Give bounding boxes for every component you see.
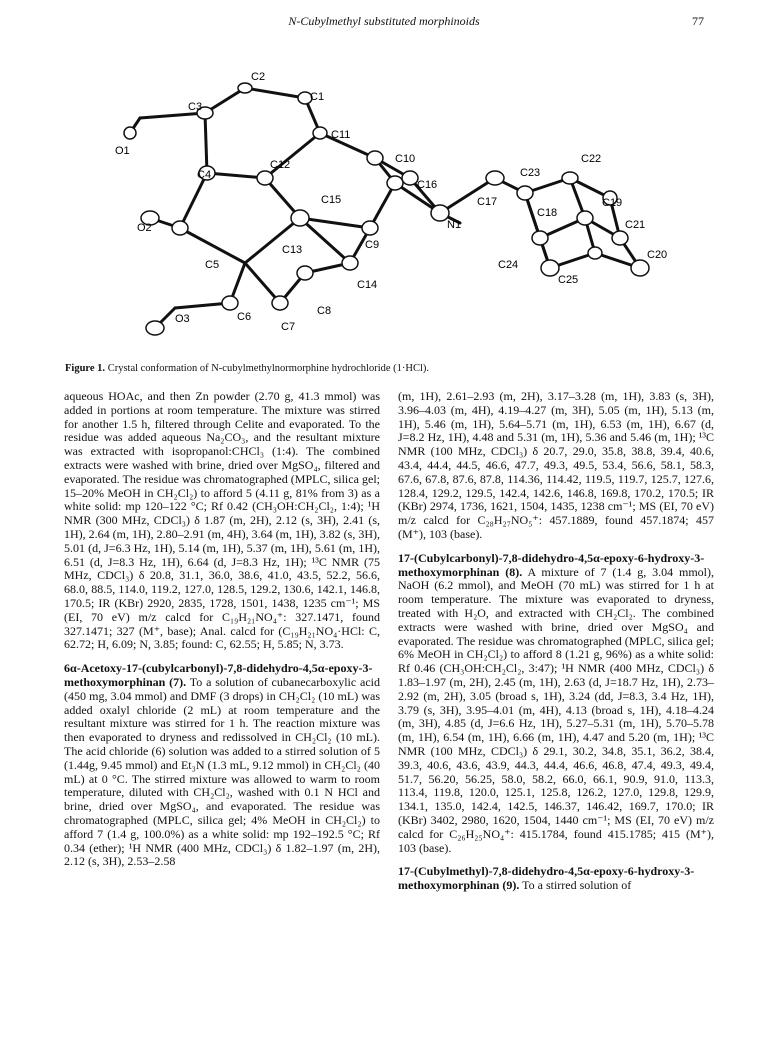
page-number: 77: [692, 14, 704, 28]
left-paragraph-2: [64, 662, 380, 869]
atom-label: C20: [647, 249, 668, 261]
atom-label: C6: [237, 311, 252, 323]
compound-8-body: A mixture of 7 (1.4 g, 3.04 mmol), NaOH (6.2 mmol), and MeOH (70 mL) was stirred for 1 h at room temperature. The mixture was evaporated to dryness, treated with H₂O, and extracted with CH₂Cl₂. The combined extracts were washed with brine, dried over MgSO₄ and evaporated. The residue was chromatographed (MPLC, silica gel; 6% MeOH in CH₂Cl₂) to afford 8 (1.21 g, 96%) as a white solid: Rf 0.46 (CH₃OH:CH₂Cl₂, 3:47); ¹H NMR (400 MHz, CDCl₃) δ 1.83–1.97 (m, 2H), 2.45 (m, 1H), 2.63 (d, J=18.7 Hz, 1H), 2.73–2.92 (m, 2H), 3.05 (broad s, 1H), 3.24 (dd, J=8.3, 3.4 Hz, 1H), 3.79 (s, 3H), 3.95–4.01 (m, 4H), 4.13 (broad s, 1H), 4.18–4.24 (m, 3H), 4.85 (d, J=6.6 Hz, 1H), 5.27–5.31 (m, 1H), 5.70–5.78 (m, 1H), 6.54 (m, 1H), 6.66 (m, 1H), 4.47 and 5.20 (m, 1H); ¹³C NMR (100 MHz, CDCl₃) δ 29.1, 30.2, 34.8, 35.1, 36.2, 38.4, 39.3, 40.6, 43.6, 43.9, 44.3, 44.4, 46.6, 46.8, 47.4, 49.3, 49.4, 51.7, 56.20, 56.25, 58.0, 58.2, 66.0, 66.1, 90.9, 91.0, 113.3, 113.4, 119.8, 120.0, 125.1, 125.8, 126.2, 127.0, 129.8, 129.9, 134.1, 135.0, 142.4, 142.5, 146.37, 146.42, 169.7, 170.0; IR (KBr) 3402, 2980, 1620, 1504, 1440 cm⁻¹; MS (EI, 70 eV) m/z calcd for C₂₆H₂₅NO₄⁺: 415.1784, found 415.1785; 415 (M⁺), 103 (base).: [398, 564, 714, 855]
atom-label: C10: [395, 153, 416, 165]
atom-label: C8: [317, 305, 332, 317]
compound-8-heading: 17-(Cubylcarbonyl)-7,8-didehydro-4,5α-epoxy-6-hydroxy-3-methoxymorphinan (8).: [398, 550, 705, 579]
figure-caption: [65, 363, 705, 374]
atom-label: O1: [115, 145, 130, 157]
atom-label: C24: [498, 259, 519, 271]
atom-label: C19: [602, 197, 623, 209]
atom-label: C3: [188, 101, 203, 113]
atom-label: N1: [447, 219, 462, 231]
atom-label: C15: [321, 194, 342, 206]
atom-label: C18: [537, 207, 558, 219]
figure-caption-label: Figure 1.: [65, 363, 106, 374]
atom-labels: [115, 71, 667, 333]
compound-9-body: To a stirred solution of: [522, 878, 632, 893]
atom-label: C21: [625, 219, 646, 231]
atom-label: C23: [520, 167, 541, 179]
atom-label: C12: [270, 159, 291, 171]
crystal-structure-figure: [95, 58, 675, 353]
figure-caption-text: Crystal conformation of N-cubylmethylnormorphine hydrochloride (1·HCl).: [107, 363, 430, 374]
atom-label: C16: [417, 179, 438, 191]
atom-label: C25: [558, 274, 579, 286]
atom-label: C14: [357, 279, 378, 291]
atom-label: O2: [137, 222, 152, 234]
atom-label: C22: [581, 153, 602, 165]
atoms: [124, 83, 649, 335]
atom-label: C17: [477, 196, 498, 208]
bonds: [130, 88, 640, 328]
atom-label: O3: [175, 313, 190, 325]
atom-label: C11: [331, 129, 351, 141]
right-column: [398, 390, 714, 903]
atom-label: C9: [365, 239, 380, 251]
atom-label: C1: [310, 91, 325, 103]
compound-9-heading: 17-(Cubylmethyl)-7,8-didehydro-4,5α-epoxy-6-hydroxy-3-methoxymorphinan (9).: [398, 864, 695, 893]
right-paragraph-3: [398, 865, 714, 893]
atom-label: C7: [281, 321, 296, 333]
atom-label: C5: [205, 259, 220, 271]
left-column: [64, 390, 380, 879]
atom-label: C4: [197, 169, 212, 181]
right-paragraph-1: (m, 1H), 2.61–2.93 (m, 2H), 3.17–3.28 (m, 1H), 3.83 (s, 3H), 3.96–4.03 (m, 4H), 4.19–4.27 (m, 3H), 5.05 (m, 1H), 5.13 (m, 1H), 5.46 (m, 1H), 5.64–5.71 (m, 1H), 6.53 (m, 1H), 6.67 (d, J=8.2 Hz, 1H), 4.48 and 5.31 (m, 1H), 5.36 and 5.46 (m, 1H); ¹³C NMR (100 MHz, CDCl₃) δ 20.7, 29.0, 35.8, 38.8, 39.4, 40.6, 43.4, 44.4, 44.5, 46.6, 47.7, 49.3, 49.5, 53.4, 56.6, 58.1, 58.3, 67.6, 67.8, 87.6, 87.8, 114.36, 114.42, 119.5, 119.7, 125.7, 127.6, 128.4, 129.2, 129.5, 142.4, 142.6, 146.8, 169.8, 170.2, 170.5; IR (KBr) 2974, 1736, 1621, 1504, 1435, 1238 cm⁻¹; MS (EI, 70 eV) m/z calcd for C₂₈H₂₇NO₅⁺: 457.1889, found 457.1874; 457 (M⁺), 103 (base).: [398, 389, 714, 541]
molecule-drawing: [95, 58, 675, 353]
left-paragraph-1: aqueous HOAc, and then Zn powder (2.70 g, 41.3 mmol) was added in portions at room temperature. The mixture was stirred for another 1.5 h, filtered through Celite and evaporated. To the residue was added aqueous Na₂CO₃, and the resultant mixture was extracted with isopropanol:CHCl₃ (1:4). The combined extracts were washed with brine, dried over MgSO₄, filtered and evaporated. The residue was chromatographed (MPLC, silica gel; 15–20% MeOH in CH₂Cl₂) to afford 5 (4.11 g, 81% from 3) as a white solid: mp 120–122 °C; Rf 0.42 (CH₃OH:CH₂Cl₂, 1:4); ¹H NMR (300 MHz, CDCl₃) δ 1.87 (m, 2H), 2.12 (s, 3H), 2.41 (s, 1H), 2.64 (m, 1H), 2.80–2.91 (m, 4H), 3.64 (m, 1H), 3.82 (s, 3H), 5.01 (d, J=6.3 Hz, 1H), 5.14 (m, 1H), 5.37 (m, 1H), 5.61 (m, 1H), 6.51 (d, J=8.3 Hz, 1H), 6.64 (d, J=8.3 Hz, 1H); ¹³C NMR (75 MHz, CDCl₃) δ 20.8, 31.1, 36.0, 38.6, 41.0, 43.5, 52.2, 56.6, 68.0, 88.5, 114.0, 119.2, 127.0, 128.5, 129.2, 130.6, 142.1, 146.8, 170.5; IR (KBr) 2920, 2835, 1728, 1501, 1438, 1235 cm⁻¹; MS (EI, 70 eV) m/z calcd for C₁₉H₂₁NO₄⁺: 327.1471, found 327.1471; 327 (M⁺, base); Anal. calcd for (C₁₉H₂₁NO₄·HCl: C, 62.72; H, 6.09; N, 3.85; found: C, 62.55; H, 5.85; N, 3.73.: [64, 389, 380, 652]
running-header: N-Cubylmethyl substituted morphinoids: [288, 14, 480, 28]
atom-label: C13: [282, 244, 303, 256]
compound-7-body: To a solution of cubanecarboxylic acid (450 mg, 3.04 mmol) and DMF (3 drops) in CH₂Cl₂ (10 mL) was added oxalyl chloride (2 mL) at room temperature and the resultant mixture was stirred for 1 h. The reaction mixture was then evaporated to dryness and redissolved in CH₂Cl₂ (10 mL). The acid chloride (6) solution was added to a stirred solution of 5 (1.44g, 9.45 mmol) and Et₃N (1.3 mL, 9.12 mmol) in CH₂Cl₂ (40 mL) at 0 °C. The stirred mixture was allowed to warm to room temperature, diluted with CH₂Cl₂, washed with 0.1 N HCl and brine, dried over MgSO₄, and evaporated. The residue was chromatographed (MPLC, silica gel; 4% MeOH in CH₂Cl₂) to afford 7 (1.4 g, 100.0%) as a white solid: mp 192–192.5 °C; Rf 0.34 (ether); ¹H NMR (400 MHz, CDCl₃) δ 1.82–1.97 (m, 2H), 2.12 (s, 3H), 2.53–2.58: [64, 674, 380, 869]
right-paragraph-2: [398, 552, 714, 856]
compound-7-heading: 6α-Acetoxy-17-(cubylcarbonyl)-7,8-didehydro-4,5α-epoxy-3-methoxymorphinan (7).: [64, 661, 373, 689]
atom-label: C2: [251, 71, 266, 83]
